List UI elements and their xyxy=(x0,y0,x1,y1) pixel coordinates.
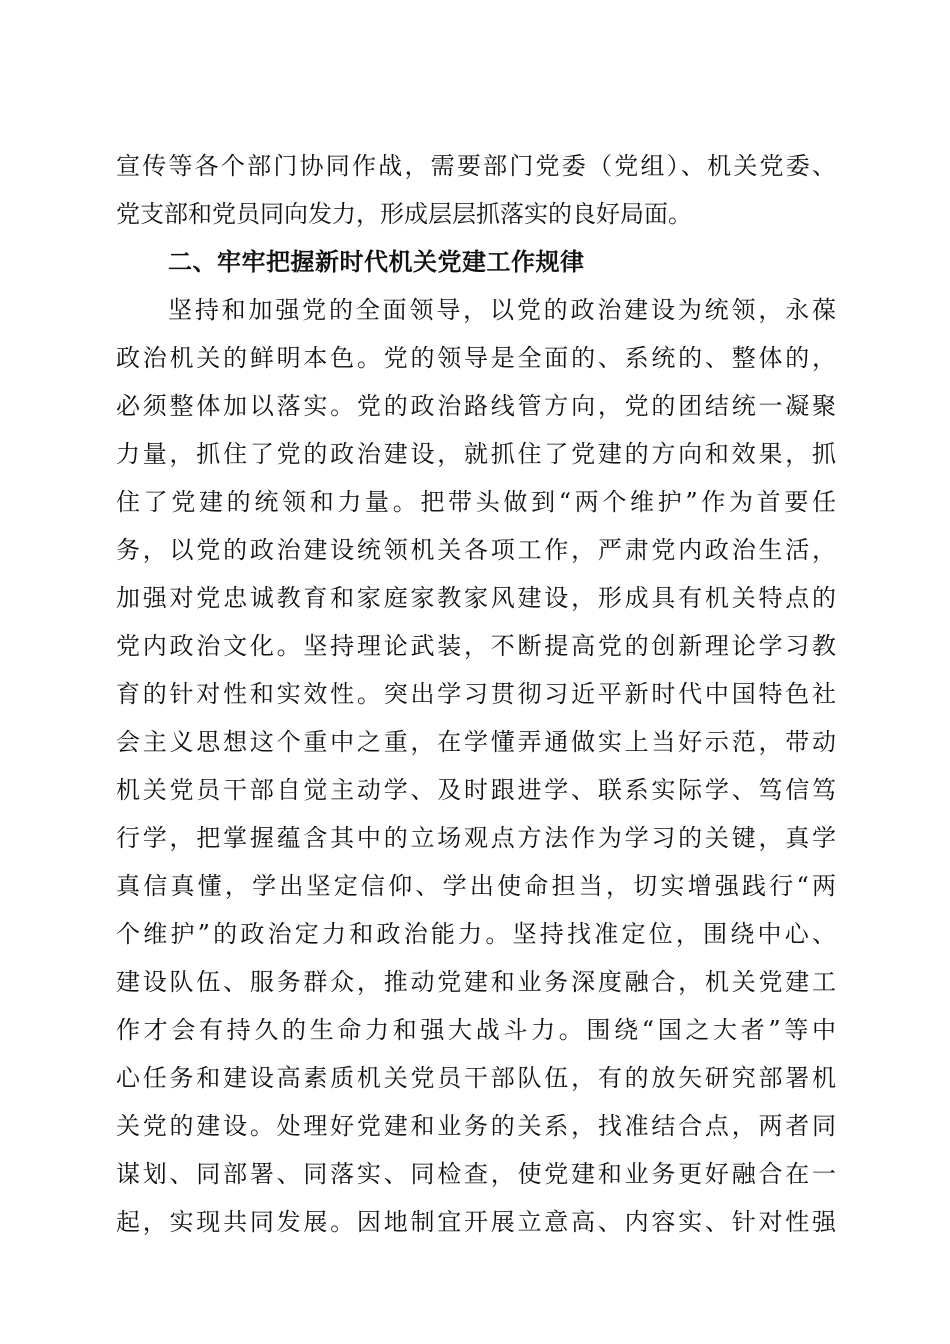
body-line: 起，实现共同发展。因地制宜开展立意高、内容实、针对性强 xyxy=(116,1208,836,1236)
body-line: 住了党建的统领和力量。把带头做到“两个维护”作为首要任 xyxy=(116,488,836,516)
body-line: 政治机关的鲜明本色。党的领导是全面的、系统的、整体的， xyxy=(116,344,836,372)
body-line: 育的针对性和实效性。突出学习贯彻习近平新时代中国特色社 xyxy=(116,680,836,708)
body-line: 坚持和加强党的全面领导，以党的政治建设为统领，永葆 xyxy=(168,296,836,324)
body-line: 党内政治文化。坚持理论武装，不断提高党的创新理论学习教 xyxy=(116,632,836,660)
body-line: 作才会有持久的生命力和强大战斗力。围绕“国之大者”等中 xyxy=(116,1016,836,1044)
body-line: 会主义思想这个重中之重，在学懂弄通做实上当好示范，带动 xyxy=(116,728,836,756)
body-line: 宣传等各个部门协同作战，需要部门党委（党组）、机关党委、 xyxy=(116,152,836,180)
section-heading: 二、牢牢把握新时代机关党建工作规律 xyxy=(168,248,585,276)
body-line: 党支部和党员同向发力，形成层层抓落实的良好局面。 xyxy=(116,200,692,228)
body-line: 行学，把掌握蕴含其中的立场观点方法作为学习的关键，真学 xyxy=(116,824,836,852)
body-line: 谋划、同部署、同落实、同检查，使党建和业务更好融合在一 xyxy=(116,1160,836,1188)
body-line: 心任务和建设高素质机关党员干部队伍，有的放矢研究部署机 xyxy=(116,1064,836,1092)
body-line: 建设队伍、服务群众，推动党建和业务深度融合，机关党建工 xyxy=(116,968,836,996)
body-line: 力量，抓住了党的政治建设，就抓住了党建的方向和效果，抓 xyxy=(116,440,836,468)
body-line: 个维护”的政治定力和政治能力。坚持找准定位，围绕中心、 xyxy=(116,920,836,948)
body-line: 机关党员干部自觉主动学、及时跟进学、联系实际学、笃信笃 xyxy=(116,776,836,804)
body-line: 务，以党的政治建设统领机关各项工作，严肃党内政治生活， xyxy=(116,536,836,564)
body-line: 关党的建设。处理好党建和业务的关系，找准结合点，两者同 xyxy=(116,1112,836,1140)
body-line: 真信真懂，学出坚定信仰、学出使命担当，切实增强践行“两 xyxy=(116,872,836,900)
document-body xyxy=(116,142,836,1246)
body-line: 必须整体加以落实。党的政治路线管方向，党的团结统一凝聚 xyxy=(116,392,836,420)
body-line: 加强对党忠诚教育和家庭家教家风建设，形成具有机关特点的 xyxy=(116,584,836,612)
